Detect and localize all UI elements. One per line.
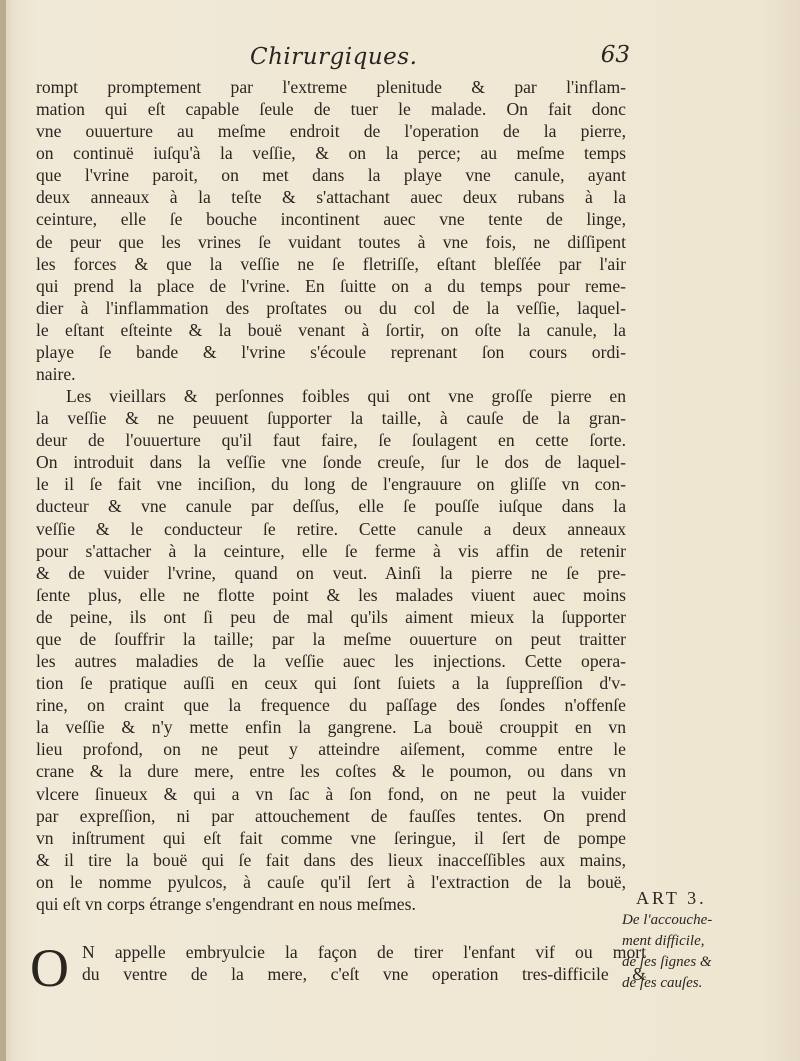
text-line: ducteur & vne canule par deſſus, elle ſe pouſſe iuſque dans la: [36, 496, 626, 517]
margin-note-line: de ſes cauſes.: [622, 975, 703, 991]
text-line: N appelle embryulcie la façon de tirer l'enfant vif ou mort: [82, 942, 646, 962]
text-line: rompt promptement par l'extreme plenitude & par l'inflam-: [36, 77, 626, 97]
text-line: vne ouuerture au meſme endroit de l'operation de la pierre,: [36, 121, 626, 142]
text-line: pour s'attacher à la ceinture, elle ſe ferme à vis affin de retenir: [36, 540, 626, 561]
text-line: playe ſe bande & l'vrine s'écoule reprenant ſon cours ordi-: [36, 341, 626, 362]
article-heading: ART 3.: [636, 888, 707, 908]
body-text: [36, 76, 626, 915]
text-line: les forces & que la veſſie ne ſe fletriſſe, eſtant bleſſée par l'air: [36, 253, 626, 274]
text-line: & il tire la bouë qui ſe fait dans des lieux inacceſſibles aux mains,: [36, 849, 626, 870]
running-title: Chirurgiques.: [250, 44, 418, 70]
text-line: qui eſt vn corps étrange s'engendrant en nous meſmes.: [36, 893, 416, 914]
text-line: le eſtant eſteinte & la bouë venant à ſortir, on oſte la canule, la: [36, 319, 626, 340]
text-line: le il ſe fait vne inciſion, du long de l'engrauure on gliſſe vn con-: [36, 474, 626, 495]
text-line: par expreſſion, ni par attouchement de fauſſes tentes. On prend: [36, 805, 626, 826]
text-line: de peine, ils ont ſi peu de mal qu'ils aiment mieux la ſupporter: [36, 606, 626, 627]
text-line: Les vieillars & perſonnes foibles qui ont vne groſſe pierre en: [66, 386, 626, 407]
text-line: tion ſe pratique auſſi en ceux qui ſont ſuiets a la ſuppreſſion d'v-: [36, 673, 626, 694]
page-gutter-edge: [0, 0, 6, 1061]
paragraph-1: [36, 76, 626, 385]
margin-note-line: ment difficile,: [622, 933, 705, 949]
text-line: deur de l'ouuerture qu'il faut faire, ſe ſoulagent en cette ſorte.: [36, 430, 626, 451]
final-paragraph-text: [82, 941, 646, 985]
text-line: veſſie & le conducteur ſe retire. Cette canule a deux anneaux: [36, 518, 626, 539]
text-line: que l'vrine paroit, on met dans la playe vne canule, ayant: [36, 165, 626, 186]
text-line: on continuë iuſqu'à la veſſie, & on la perce; au meſme temps: [36, 143, 626, 164]
text-line: vn inſtrument qui eſt fait comme vne ſeringue, il ſert de pompe: [36, 827, 626, 848]
margin-note-line: de ſes ſignes &: [622, 954, 712, 970]
text-line: mation qui eſt capable ſeule de tuer le malade. On fait donc: [36, 99, 626, 120]
text-line: qui prend la place de l'vrine. En ſuitte on a du temps pour reme-: [36, 275, 626, 296]
text-line: vlcere ſinueux & qui a vn ſac à ſon fond, on ne peut la vuider: [36, 783, 626, 804]
text-line: la veſſie & ne peuuent ſupporter la taille, à cauſe de la gran-: [36, 408, 626, 429]
text-line: deux anneaux à la teſte & s'attachant auec deux rubans à la: [36, 187, 626, 208]
text-line: naire.: [36, 364, 76, 385]
text-line: du ventre de la mere, c'eſt vne operation tres-difficile &: [82, 964, 646, 985]
page-header: [250, 40, 630, 80]
text-line: les autres maladies de la veſſie auec les injections. Cette opera-: [36, 651, 626, 672]
text-line: que de ſouffrir la taille; par la meſme ouuerture on peut traitter: [36, 628, 626, 649]
text-line: dier à l'inflammation des proſtates ou du col de la veſſie, laquel-: [36, 297, 626, 318]
text-line: rine, on craint que la frequence du paſſage des ſondes n'offenſe: [36, 695, 626, 716]
text-line: & de vuider l'vrine, quand on veut. Ainſi la pierre ne ſe pre-: [36, 562, 626, 583]
text-line: de peur que les vrines ſe vuidant toutes à vne fois, ne diſſipent: [36, 231, 626, 252]
margin-note-line: De l'accouche-: [622, 912, 713, 928]
text-line: la veſſie & n'y mette enfin la gangrene. La bouë crouppit en vn: [36, 717, 626, 738]
text-line: On introduit dans la veſſie vne ſonde creuſe, ſur le dos de laquel-: [36, 452, 626, 473]
drop-cap: O: [30, 938, 69, 998]
paragraph-2: [36, 385, 626, 915]
text-line: on le nomme pyulcos, à cauſe qu'il ſert à l'extraction de la bouë,: [36, 871, 626, 892]
page-number: 63: [600, 42, 630, 68]
text-line: ceinture, elle ſe bouche incontinent auec vne tente de linge,: [36, 209, 626, 230]
text-line: ſente plus, elle ne flotte point & les malades viuent auec moins: [36, 584, 626, 605]
text-line: lieu profond, on ne peut y atteindre aiſement, comme entre le: [36, 739, 626, 760]
text-line: crane & la dure mere, entre les coſtes & le poumon, ou dans vn: [36, 761, 626, 782]
